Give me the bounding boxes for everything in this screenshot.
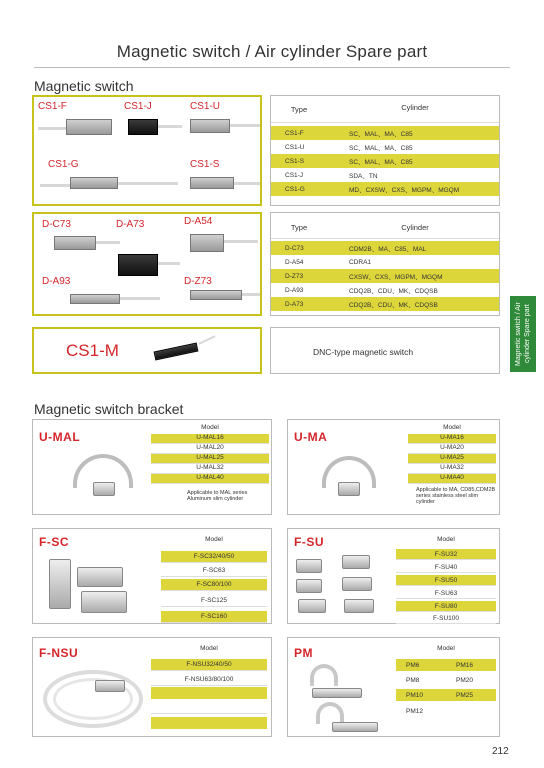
model-row: U-MA16 xyxy=(408,434,496,444)
table-cell-type: D-A54 xyxy=(285,258,304,266)
cable xyxy=(120,297,160,300)
model-header: Model xyxy=(437,645,455,652)
model-header: Model xyxy=(205,536,223,543)
switch-image xyxy=(54,236,96,250)
table-cell-type: CS1-G xyxy=(285,185,305,193)
product-label: D-A54 xyxy=(184,216,213,227)
switch-image xyxy=(190,177,234,189)
table-cell-cylinder: SDA、TN xyxy=(349,172,378,180)
cs1m-description: DNC-type magnetic switch xyxy=(313,347,414,357)
cable xyxy=(38,127,68,130)
section-title-magnetic-switch: Magnetic switch xyxy=(34,78,134,94)
product-name: F-NSU xyxy=(39,646,79,660)
switch-image xyxy=(190,290,242,300)
product-name: F-SU xyxy=(294,535,324,549)
model-row: F-SU80 xyxy=(396,601,496,612)
model-row: U-MA25 xyxy=(408,454,496,464)
product-label: CS1-F xyxy=(38,101,67,112)
model-cell: PM25 xyxy=(456,691,473,699)
switch-image xyxy=(128,119,158,135)
product-label: D-Z73 xyxy=(184,276,212,287)
product-name: F-SC xyxy=(39,535,69,549)
switch-image xyxy=(70,294,120,304)
cs1m-product-panel xyxy=(32,327,262,374)
model-row: F-SC80/100 xyxy=(161,579,267,591)
bracket-image xyxy=(316,702,344,724)
model-row: F-SC32/40/50 xyxy=(161,551,267,563)
switch-image xyxy=(66,119,112,135)
switch-image xyxy=(154,343,199,361)
table-cell-type: CS1-J xyxy=(285,171,304,179)
product-label: CS1-G xyxy=(48,159,79,170)
model-row: U-MA32 xyxy=(408,464,496,474)
product-label: D-A93 xyxy=(42,276,71,287)
table-cell-cylinder: CDRA1 xyxy=(349,258,372,266)
table-cell-type: CS1-U xyxy=(285,143,305,151)
cable xyxy=(230,124,260,127)
d-series-products-panel xyxy=(32,212,262,316)
model-cell: PM8 xyxy=(406,676,420,684)
product-label: D-C73 xyxy=(42,219,71,230)
cable xyxy=(158,125,182,128)
cable xyxy=(242,293,260,296)
model-row: F-SU100 xyxy=(396,613,496,624)
table-cell-type: D-A73 xyxy=(285,300,304,308)
fsu-panel xyxy=(287,528,500,624)
switch-image xyxy=(70,177,118,189)
product-name: PM xyxy=(294,646,313,660)
product-label: CS1-S xyxy=(190,159,220,170)
table-cell-cylinder: CXSW、CXS、MGPM、MGQM xyxy=(349,273,443,281)
side-tab: Magnetic switch / Air cylinder Spare part xyxy=(510,296,536,372)
table-cell-cylinder: SC、MAL、MA、C85 xyxy=(349,158,413,166)
cable xyxy=(96,241,120,244)
bracket-image xyxy=(332,722,378,732)
cs1m-description-panel xyxy=(270,327,500,374)
bracket-image xyxy=(296,559,322,573)
bracket-image xyxy=(310,664,338,686)
product-label: CS1-U xyxy=(190,101,221,112)
bracket-image xyxy=(49,559,71,609)
model-row: F-SC63 xyxy=(161,565,267,577)
table-cell-type: D-A93 xyxy=(285,286,304,294)
model-row: U-MA40 xyxy=(408,474,496,484)
d-series-type-table xyxy=(270,212,500,316)
title-rule xyxy=(34,67,510,68)
table-rule xyxy=(271,238,499,239)
table-cell-cylinder: SC、MAL、MA、C85 xyxy=(349,130,413,138)
model-row: F-SC160 xyxy=(161,611,267,623)
bracket-image xyxy=(338,482,360,496)
uma-panel xyxy=(287,419,500,515)
row-highlight xyxy=(151,717,267,729)
bracket-image xyxy=(312,688,362,698)
table-cell-type: D-C73 xyxy=(285,244,304,252)
model-cell: PM10 xyxy=(406,691,423,699)
fsc-panel xyxy=(32,528,272,624)
model-row: U-MAL25 xyxy=(151,454,269,464)
model-row: U-MA20 xyxy=(408,444,496,454)
umal-panel xyxy=(32,419,272,515)
model-cell: PM16 xyxy=(456,661,473,669)
bracket-image xyxy=(77,567,123,587)
cable xyxy=(224,240,258,243)
cable xyxy=(158,262,180,265)
cs1-type-table xyxy=(270,95,500,206)
cable xyxy=(198,335,215,344)
cable xyxy=(40,184,70,187)
row-highlight xyxy=(151,687,267,699)
model-cell: PM12 xyxy=(406,707,423,715)
table-header-type: Type xyxy=(290,105,308,114)
model-row: U-MAL20 xyxy=(151,444,269,454)
model-row: F-SU50 xyxy=(396,575,496,586)
model-row-empty xyxy=(151,702,267,714)
cs1-products-panel xyxy=(32,95,262,206)
model-cell: PM20 xyxy=(456,676,473,684)
product-name: U-MA xyxy=(294,430,328,444)
model-header: Model xyxy=(437,536,455,543)
bracket-image xyxy=(296,579,322,593)
fnsu-panel xyxy=(32,637,272,737)
model-row: F-NSU32/40/50 xyxy=(151,659,267,671)
switch-image xyxy=(95,680,125,692)
cable xyxy=(234,182,260,185)
model-row: F-SC125 xyxy=(161,595,267,607)
page-title: Magnetic switch / Air cylinder Spare part xyxy=(116,42,428,61)
pm-panel xyxy=(287,637,500,737)
table-cell-cylinder: CDM2B、MA、C85、MAL xyxy=(349,245,427,253)
bracket-image xyxy=(298,599,326,613)
model-header: Model xyxy=(443,424,461,431)
model-header: Model xyxy=(200,645,218,652)
table-cell-cylinder: CDQ2B、CDU、MK、CDQSB xyxy=(349,287,438,295)
page-number: 212 xyxy=(492,746,509,757)
cable xyxy=(118,182,178,185)
table-rule xyxy=(271,122,499,123)
model-row: F-NSU63/80/100 xyxy=(151,674,267,686)
bracket-image xyxy=(93,482,115,496)
model-row: U-MAL40 xyxy=(151,474,269,484)
bracket-image xyxy=(81,591,127,613)
switch-image xyxy=(190,234,224,252)
bracket-image xyxy=(342,577,372,591)
product-label: D-A73 xyxy=(116,219,145,230)
bracket-image xyxy=(342,555,370,569)
cs1m-label: CS1-M xyxy=(66,341,119,360)
table-cell-type: CS1-S xyxy=(285,157,305,165)
table-header-type: Type xyxy=(290,223,308,232)
switch-image xyxy=(118,254,158,276)
model-row: U-MAL16 xyxy=(151,434,269,444)
model-cell: PM6 xyxy=(406,661,420,669)
model-row: F-SU63 xyxy=(396,588,496,599)
table-header-cylinder: Cylinder xyxy=(401,223,429,232)
table-cell-cylinder: MD、CXSW、CXS、MGPM、MGQM xyxy=(349,186,460,194)
table-header-cylinder: Cylinder xyxy=(401,103,429,112)
table-cell-type: CS1-F xyxy=(285,129,304,137)
table-cell-type: D-Z73 xyxy=(285,272,304,280)
table-cell-cylinder: CDQ2B、CDU、MK、CDQSB xyxy=(349,301,438,309)
product-name: U-MAL xyxy=(39,430,81,444)
model-header: Model xyxy=(201,424,219,431)
bracket-image xyxy=(344,599,374,613)
section-title-bracket: Magnetic switch bracket xyxy=(34,401,184,417)
product-label: CS1-J xyxy=(124,101,152,112)
model-row: U-MAL32 xyxy=(151,464,269,474)
applicability-note: Applicable to MAL series Aluminum slim cylinder xyxy=(187,490,248,502)
applicability-note: Applicable to MA, CD85,CDM2B series stainless steel slim cylinder xyxy=(416,487,496,505)
switch-image xyxy=(190,119,230,133)
model-row: F-SU32 xyxy=(396,549,496,560)
model-row: F-SU40 xyxy=(396,562,496,573)
table-cell-cylinder: SC、MAL、MA、C85 xyxy=(349,144,413,152)
